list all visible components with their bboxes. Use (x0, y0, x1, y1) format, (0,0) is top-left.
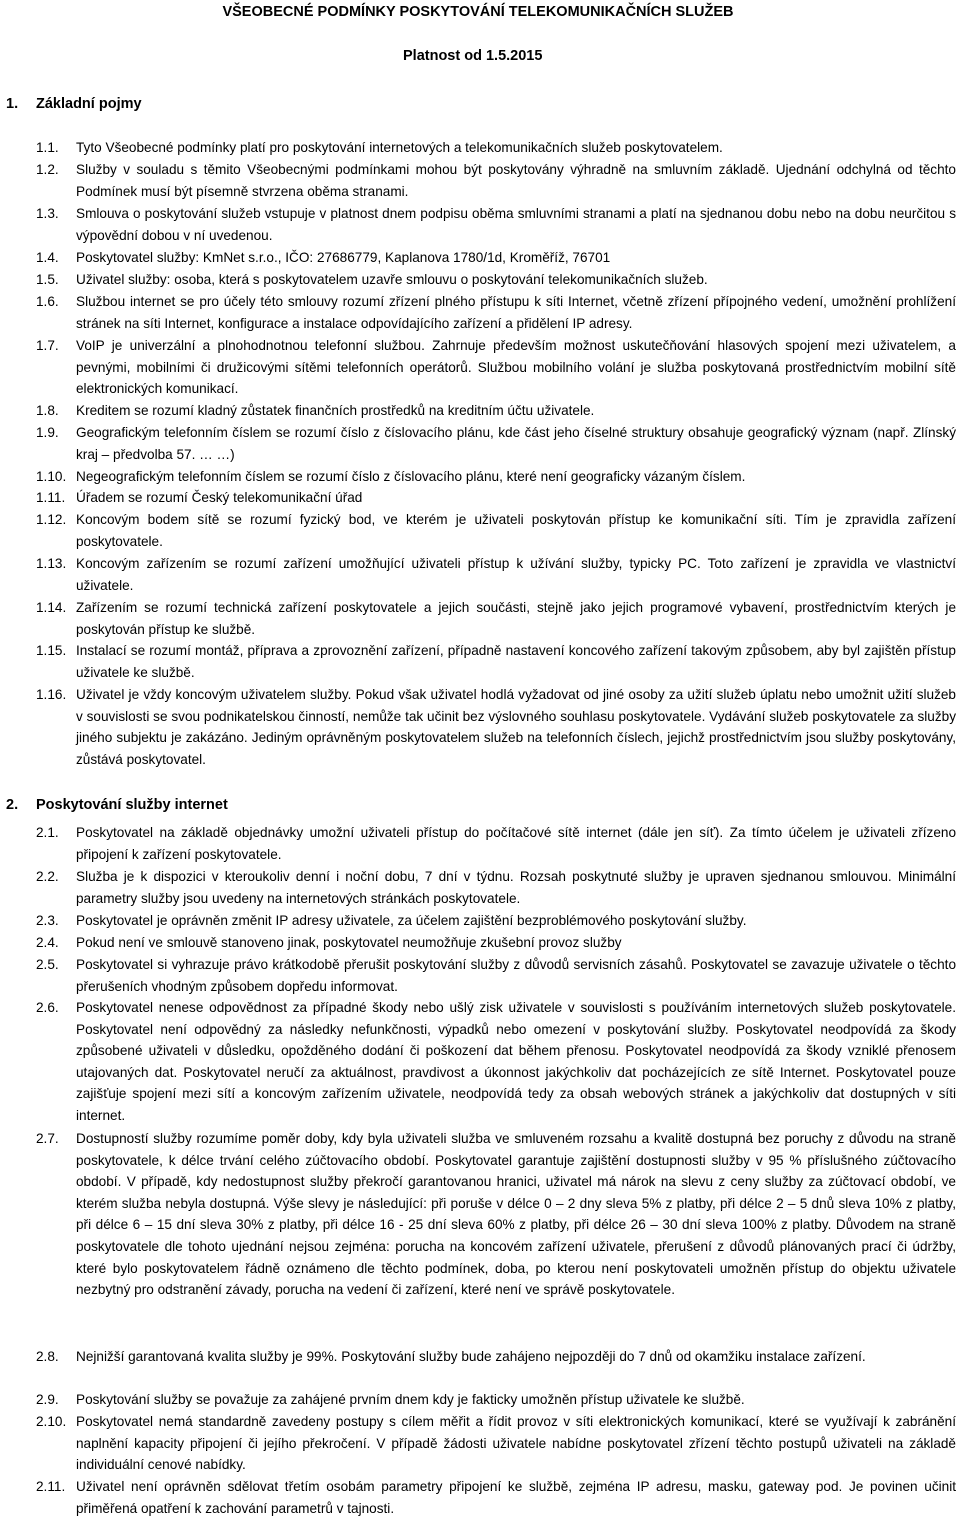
section-title: Poskytování služby internet (36, 797, 228, 813)
clause-number: 1.2. (36, 162, 59, 177)
clause-text: Službou internet se pro účely této smlouvy rozumí zřízení plného přístupu k síti Internet, včetně zřízení přípojného vedení, umožnění prohlížení stránek na síti Internet, konfigurace a instalace odpovídajícího zařízení a přidělení IP adresy. (76, 294, 956, 331)
clause-1-5 (36, 269, 956, 291)
clause-1-8 (36, 400, 956, 422)
clause-1-13 (36, 553, 956, 596)
clause-number: 1.6. (36, 294, 59, 309)
clause-2-8 (36, 1346, 956, 1368)
clause-text: VoIP je univerzální a plnohodnotnou telefonní službou. Zahrnuje především možnost uskutečňování hlasových spojení mezi uživatelem, a pevnými, mobilními či družicovými sítěmi telefonních operátorů. Službou mobilního volání je služba poskytovaná prostřednictvím mobilní sítě elektronických komunikací. (76, 338, 956, 397)
clause-2-4 (36, 932, 956, 954)
clause-number: 2.1. (36, 825, 59, 840)
clause-number: 1.11. (36, 490, 66, 505)
document-title: VŠEOBECNÉ PODMÍNKY POSKYTOVÁNÍ TELEKOMUNIKAČNÍCH SLUŽEB (222, 4, 734, 20)
clause-2-1 (36, 822, 956, 865)
clause-text: Poskytování služby se považuje za zahájené prvním dnem kdy je fakticky umožněn přístup uživatele ke službě. (76, 1392, 745, 1407)
clause-2-9 (36, 1389, 956, 1411)
clause-2-11 (36, 1476, 956, 1519)
clause-1-3 (36, 203, 956, 246)
clause-1-4 (36, 247, 956, 269)
clause-1-15 (36, 640, 956, 683)
clause-number: 1.1. (36, 140, 59, 155)
clause-number: 2.6. (36, 1000, 59, 1015)
clause-number: 1.16. (36, 687, 67, 702)
clause-text: Poskytovatel na základě objednávky umožní uživateli přístup do počítačové sítě internet (dále jen síť). Za tímto účelem je uživateli zřízeno připojení k zařízení poskytovatele. (76, 825, 956, 862)
clause-number: 2.3. (36, 913, 59, 928)
clause-number: 1.14. (36, 600, 67, 615)
clause-1-10 (36, 466, 956, 488)
clause-number: 1.12. (36, 512, 67, 527)
clause-text: Nejnižší garantovaná kvalita služby je 99%. Poskytování služby bude zahájeno nejpozději do 7 dnů od okamžiku instalace zařízení. (76, 1349, 866, 1364)
section-1-heading (6, 96, 142, 112)
clause-2-7 (36, 1128, 956, 1301)
validity-date: Platnost od 1.5.2015 (403, 48, 543, 64)
clause-text: Poskytovatel je oprávněn změnit IP adresy uživatele, za účelem zajištění bezproblémového poskytování služby. (76, 913, 747, 928)
clause-1-2 (36, 159, 956, 202)
clause-number: 2.7. (36, 1131, 59, 1146)
clause-1-1 (36, 137, 956, 159)
clause-number: 2.11. (36, 1479, 66, 1494)
clause-number: 2.10. (36, 1414, 67, 1429)
clause-2-10 (36, 1411, 956, 1476)
clause-text: Pokud není ve smlouvě stanoveno jinak, poskytovatel neumožňuje zkušební provoz služby (76, 935, 622, 950)
clause-number: 2.5. (36, 957, 59, 972)
clause-1-6 (36, 291, 956, 334)
clause-text: Smlouva o poskytování služeb vstupuje v platnost dnem podpisu oběma smluvními stranami a platí na sjednanou dobu nebo na dobu neurčitou s výpovědní dobou v ní uvedenou. (76, 206, 956, 243)
clause-text: Úřadem se rozumí Český telekomunikační úřad (76, 490, 363, 505)
clause-text: Služby v souladu s těmito Všeobecnými podmínkami mohou být poskytovány výhradně na smluvním základě. Ujednání odchylná od těchto Podmínek musí být písemně stvrzena oběma stranami. (76, 162, 956, 199)
clause-text: Uživatel není oprávněn sdělovat třetím osobám parametry připojení ke službě, zejména IP adresu, masku, gateway pod. Je povinen učinit přiměřená opatření k zachování parametrů v tajnosti. (76, 1479, 956, 1516)
clause-text: Poskytovatel služby: KmNet s.r.o., IČO: 27686779, Kaplanova 1780/1d, Kroměříž, 76701 (76, 250, 611, 265)
clause-2-3 (36, 910, 956, 932)
clause-2-6 (36, 997, 956, 1127)
section-2-heading (6, 797, 228, 813)
clause-text: Tyto Všeobecné podmínky platí pro poskytování internetových a telekomunikačních služeb poskytovatelem. (76, 140, 723, 155)
clause-text: Poskytovatel si vyhrazuje právo krátkodobě přerušit poskytování služby z důvodů servisních zásahů. Poskytovatel se zavazuje uživatele o těchto přerušeních vhodným způsobem dopředu informovat. (76, 957, 956, 994)
clause-number: 2.2. (36, 869, 59, 884)
clause-text: Zařízením se rozumí technická zařízení poskytovatele a jejich součásti, stejně jako jejich programové vybavení, prostřednictvím kterých je poskytován přístup ke službě. (76, 600, 956, 637)
clause-text: Geografickým telefonním číslem se rozumí číslo z číslovacího plánu, kde část jeho číselné struktury obsahuje geografický význam (např. Zlínský kraj – předvolba 57. … …) (76, 425, 956, 462)
section-number: 1. (6, 96, 19, 112)
clause-number: 2.4. (36, 935, 59, 950)
clause-text: Poskytovatel nenese odpovědnost za případné škody nebo ušlý zisk uživatele v souvislosti s používáním internetových služeb poskytovatele. Poskytovatel není odpovědný za následky nefunkčnosti, výpadků nebo omezení v poskytování služby. Poskytovatel neodpovídá za škody způsobené uživateli v důsledku, opožděného dodání či poškození dat během přenosu. Poskytovatel neodpovídá za škody vzniklé přenosem utajovaných dat. Poskytovatel neručí za aktuálnost, pravdivost a úkonnost jakýchkoliv dat pocházejících ze sítě Internet. Poskytovatel pouze zajišťuje spojení mezi sítí a koncovým zařízením uživatele, neodpovídá tedy za obsah webových stránek a jakýchkoliv dat dostupných v síti internet. (76, 1000, 956, 1123)
clause-number: 1.7. (36, 338, 59, 353)
clause-text: Uživatel je vždy koncovým uživatelem služby. Pokud však uživatel hodlá vyžadovat od jiné osoby za užití služeb úplatu nebo umožnit užití služeb v souvislosti se svou podnikatelskou činností, nemůže tak učinit bez výslovného souhlasu poskytovatele. Vydávání služeb poskytovatele za služby jiného subjektu je zakázáno. Jediným oprávněným poskytovatelem služeb na telefonních číslech, jejichž prostřednictvím jsou služby poskytovány, zůstává poskytovatel. (76, 687, 956, 767)
clause-number: 2.8. (36, 1349, 59, 1364)
clause-number: 1.3. (36, 206, 59, 221)
clause-text: Negeografickým telefonním číslem se rozumí číslo z číslovacího plánu, které není geograficky vázaným číslem. (76, 469, 746, 484)
clause-text: Instalací se rozumí montáž, příprava a zprovoznění zařízení, případně nastavení koncového zařízení takovým způsobem, aby byl zajištěn přístup uživatele ke službě. (76, 643, 956, 680)
clause-number: 1.4. (36, 250, 59, 265)
clause-number: 2.9. (36, 1392, 59, 1407)
clause-text: Poskytovatel nemá standardně zavedeny postupy s cílem měřit a řídit provoz v síti elektronických komunikací, které se využívají k zabránění naplnění kapacity připojení či jejího překročení. V případě žádosti uživatele nabídne poskytovatel zřízení těchto postupů uživateli na základě individuální cenové nabídky. (76, 1414, 956, 1473)
clause-number: 1.13. (36, 556, 67, 571)
clause-1-11 (36, 487, 956, 509)
clause-text: Koncovým zařízením se rozumí zařízení umožňující uživateli přístup k užívání služby, typicky PC. Toto zařízení je zpravidla ve vlastnictví uživatele. (76, 556, 956, 593)
clause-text: Dostupností služby rozumíme poměr doby, kdy byla uživateli služba ve smluveném rozsahu a kvalitě dostupná bez poruchy z důvodu na straně poskytovatele, k délce trvání celého zúčtovacího období. Poskytovatel garantuje zajištění dostupnosti služby v 95 % příslušného zúčtovacího období. V případě, kdy nedostupnost služby překročí garantovanou hranici, uživatel má nárok na slevu z ceny služby za zúčtovací období, ve kterém služba nebyla dostupná. Výše slevy je následující: při poruše v délce 0 – 2 dny sleva 5% z platby, při délce 2 – 5 dnů sleva 10% z platby, při délce 6 – 15 dní sleva 30% z platby, při délce 16 - 25 dní sleva 60% z platby, při délce 26 – 30 dní sleva 100% z platby. Důvodem na straně poskytovatele dle tohoto ujednání nejsou zejména: porucha na koncovém zařízení uživatele, přerušení z důvodů plánovaných prací či údržby, které bylo poskytovatelem řádně oznámeno dle těchto podmínek, doba, po kterou není poskytovateli umožněn přístup do objektu uživatele nezbytný pro odstranění závady, porucha na vedení či zařízení, které není ve správě poskytovatele. (76, 1131, 956, 1298)
clause-1-9 (36, 422, 956, 465)
clause-1-7 (36, 335, 956, 400)
clause-text: Uživatel služby: osoba, která s poskytovatelem uzavře smlouvu o poskytování telekomunikačních služeb. (76, 272, 708, 287)
clause-2-5 (36, 954, 956, 997)
clause-number: 1.8. (36, 403, 59, 418)
clause-text: Kreditem se rozumí kladný zůstatek finančních prostředků na kreditním účtu uživatele. (76, 403, 595, 418)
clause-text: Koncovým bodem sítě se rozumí fyzický bod, ve kterém je uživateli poskytován přístup ke komunikační síti. Tím je zpravidla zařízení poskytovatele. (76, 512, 956, 549)
section-title: Základní pojmy (36, 96, 142, 112)
clause-number: 1.15. (36, 643, 67, 658)
clause-number: 1.9. (36, 425, 59, 440)
clause-number: 1.10. (36, 469, 67, 484)
clause-number: 1.5. (36, 272, 59, 287)
clause-1-14 (36, 597, 956, 640)
clause-text: Služba je k dispozici v kteroukoliv denní i noční dobu, 7 dní v týdnu. Rozsah poskytnuté služby je upraven sjednanou smlouvou. Minimální parametry služby jsou uvedeny na internetových stránkách poskytovatele. (76, 869, 956, 906)
clause-1-16 (36, 684, 956, 770)
clause-2-2 (36, 866, 956, 909)
clause-1-12 (36, 509, 956, 552)
section-number: 2. (6, 797, 19, 813)
